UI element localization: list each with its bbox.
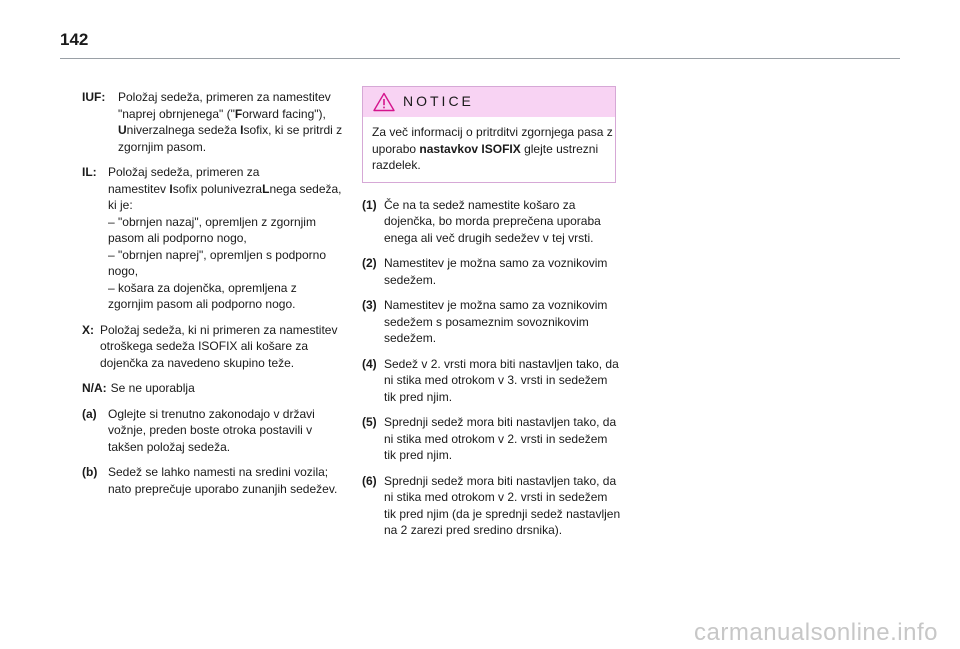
legend-body	[82, 464, 342, 497]
watermark: carmanualsonline.info	[694, 618, 938, 646]
footnote-item	[362, 414, 620, 464]
footnote-body	[362, 473, 620, 539]
footnote-body	[362, 356, 620, 406]
text-line: otroškega sedeža ISOFIX ali košare za	[100, 339, 309, 353]
text-line: ni stika med otrokom v 2. vrsti in sedežem	[384, 490, 608, 504]
legend-il	[82, 164, 342, 313]
legend-code: N/A:	[82, 381, 107, 395]
bold-text: nastavkov ISOFIX	[419, 141, 521, 156]
footnote-code: (4)	[362, 356, 377, 371]
bold-text: I	[240, 123, 244, 137]
legend-body	[82, 406, 342, 456]
bold-text: L	[262, 181, 270, 196]
footnote-code: (2)	[362, 256, 377, 270]
text-line: Sedež v 2. vrsti mora biti nastavljen tako, da	[384, 356, 619, 371]
bold-text: U	[118, 123, 127, 137]
text-line: Sprednji sedež mora biti nastavljen tako, da	[384, 415, 617, 429]
text-line: Sprednji sedež mora biti nastavljen tako, da	[384, 473, 617, 488]
footnote-body	[362, 297, 620, 347]
text-line: nogo,	[108, 264, 139, 278]
text-line: dojenčka za navedeno skupino teže.	[100, 355, 295, 370]
text-line: namestitev Isofix polunivezraLnega sedeža,	[108, 181, 342, 196]
text-line: Namestitev je možna samo za voznikovim	[384, 298, 608, 312]
text-line: razdelek.	[372, 158, 421, 172]
warning-triangle-icon	[373, 92, 395, 117]
text-line: zgornjim pasom ali podporno nogo.	[108, 297, 296, 311]
text-line: Če na ta sedež namestite košaro za	[384, 197, 576, 212]
text-line: tik pred njim.	[384, 389, 453, 404]
text-line: Položaj sedeža, primeren za namestitev	[118, 90, 331, 104]
footnote-code: (5)	[362, 415, 377, 429]
notice-box	[362, 86, 616, 183]
page-number: 142	[60, 30, 89, 49]
text-line: vožnje, preden boste otroka postavili v	[108, 423, 313, 437]
text-line: "naprej obrnjenega" ("Forward facing"),	[118, 106, 326, 121]
footnote-item	[362, 473, 620, 539]
text-line: sedežem.	[384, 272, 437, 287]
text-line: – "obrnjen nazaj", opremljen z zgornjim	[108, 214, 316, 229]
text-line: tik pred njim (da je sprednji sedež nastavljen	[384, 506, 621, 521]
legend-code: (a)	[82, 406, 97, 421]
footnote-item	[362, 197, 620, 247]
legend-code: IUF:	[82, 90, 106, 104]
text-line: Univerzalnega sedeža Isofix, ki se pritrdi z	[118, 123, 343, 137]
text-line: tik pred njim.	[384, 448, 453, 462]
text-line: uporabo nastavkov ISOFIX glejte ustrezni	[372, 141, 599, 156]
footnote-body	[362, 197, 620, 247]
notice-body	[363, 117, 615, 182]
text-line: enega ali več drugih sedežev v tej vrsti.	[384, 230, 594, 245]
legend-body	[82, 164, 342, 313]
footnote-item	[362, 297, 620, 347]
notice-title: NOTICE	[403, 93, 474, 109]
text-line: dojenčka, bo morda preprečena uporaba	[384, 214, 601, 228]
text-line: ni stika med otrokom v 2. vrsti in sedežem	[384, 431, 608, 446]
text-line: nato preprečuje uporabo zunanjih sedežev.	[108, 481, 338, 496]
legend-x	[82, 322, 342, 372]
bold-text: F	[234, 106, 243, 121]
text-line: sedežem s posameznim sovoznikovim	[384, 314, 589, 329]
text-line: – košara za dojenčka, opremljena z	[108, 280, 297, 295]
footnote-item	[362, 356, 620, 406]
text-line: takšen položaj sedeža.	[108, 439, 231, 454]
text-line: zgornjim pasom.	[118, 139, 207, 154]
legend-code: (b)	[82, 465, 98, 479]
legend-body	[82, 322, 342, 372]
legend-a	[82, 406, 342, 456]
notes-column	[358, 86, 620, 548]
bold-text: I	[169, 181, 173, 196]
footnote-body	[362, 414, 620, 464]
notice-header	[363, 87, 615, 117]
text-line: Položaj sedeža, ki ni primeren za namestitev	[100, 322, 338, 337]
legend-body	[82, 89, 342, 155]
text-line: sedežem.	[384, 331, 437, 345]
legend-iuf	[82, 89, 342, 155]
text-line: Sedež se lahko namesti na sredini vozila;	[108, 465, 329, 479]
footnote-body	[362, 255, 620, 288]
footnote-code: (6)	[362, 473, 377, 488]
header-rule	[60, 58, 900, 59]
text-line: Namestitev je možna samo za voznikovim	[384, 256, 608, 270]
legend-na	[82, 380, 342, 397]
text-line: – "obrnjen naprej", opremljen s podporno	[108, 247, 326, 262]
text-line: Položaj sedeža, primeren za	[108, 165, 260, 179]
text-line: na 2 zarezi pred sredino drsnika).	[384, 523, 563, 537]
text-line: ki je:	[108, 198, 133, 212]
legend-text: Se ne uporablja	[110, 381, 195, 395]
legend-column	[82, 89, 342, 506]
text-line: ni stika med otrokom v 3. vrsti in sedežem	[384, 373, 608, 387]
text-line: Oglejte si trenutno zakonodajo v državi	[108, 406, 315, 421]
legend-code: X:	[82, 322, 94, 337]
text-line: pasom ali podporno nogo,	[108, 231, 247, 245]
legend-code: IL:	[82, 165, 97, 179]
footnote-code: (3)	[362, 298, 377, 312]
footnote-list	[362, 197, 620, 539]
text-line: Za več informacij o pritrditvi zgornjega pasa z	[372, 125, 613, 139]
legend-b	[82, 464, 342, 497]
footnote-item	[362, 255, 620, 288]
footnote-code: (1)	[362, 197, 377, 212]
